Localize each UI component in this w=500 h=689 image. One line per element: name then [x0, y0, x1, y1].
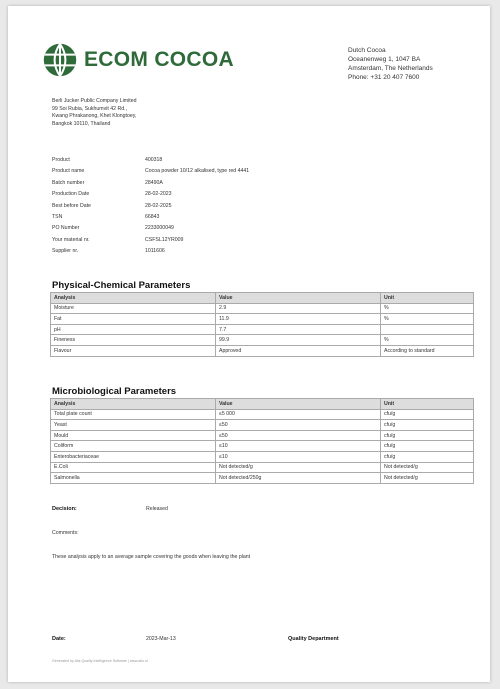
info-row [52, 225, 249, 236]
table-cell: Not detected/g [216, 462, 381, 473]
table-cell: ≤50 [216, 430, 381, 441]
info-label: TSN [52, 213, 63, 220]
info-row [52, 203, 249, 214]
info-value: 1011606 [145, 248, 165, 255]
table-cell: % [381, 314, 474, 325]
comments-note: These analysis apply to an average sample covering the goods when leaving the plant [52, 554, 251, 560]
table-row [51, 324, 474, 335]
table-row [51, 303, 474, 314]
address-line: 99 Soi Rubia, Sukhumvit 42 Rd., [52, 105, 127, 112]
column-header: Value [216, 399, 381, 410]
table-cell: Fineness [51, 335, 216, 346]
column-header: Value [216, 293, 381, 304]
table-cell: Approved [216, 345, 381, 356]
table-row [51, 441, 474, 452]
info-label: Product [52, 157, 70, 163]
table-cell: cfu/g [381, 420, 474, 431]
address-line: Bangkok 10110, Thailand [52, 120, 111, 127]
address-line: Dutch Cocoa [348, 47, 386, 54]
info-row [52, 191, 249, 202]
table-cell: ≤5 000 [216, 409, 381, 420]
info-value: 66843 [145, 213, 160, 220]
table-cell: According to standard [381, 345, 474, 356]
info-value: 28-02-2025 [145, 202, 172, 209]
table-cell: cfu/g [381, 451, 474, 462]
info-label: Best before Date [52, 202, 91, 209]
table-cell: 11.9 [216, 314, 381, 325]
column-header: Analysis [51, 399, 216, 410]
table-header-row [51, 293, 474, 304]
table-cell: % [381, 335, 474, 346]
table-cell: E.Coli [51, 462, 216, 473]
info-label: Supplier nr. [52, 248, 79, 255]
table-cell: Enterobacteriaceae [51, 451, 216, 462]
info-row [52, 237, 249, 248]
address-line: Oceanenweg 1, 1047 BA [348, 56, 421, 63]
table-cell: ≤50 [216, 420, 381, 431]
generated-note: Generated by Alis Quality Intelligence Software | www.alis.nl [52, 659, 148, 663]
address-line: Amsterdam, The Netherlands [348, 65, 433, 72]
document-page [8, 6, 490, 682]
table-cell: ≤10 [216, 451, 381, 462]
table-row [51, 345, 474, 356]
table-cell: Moisture [51, 303, 216, 314]
column-header: Unit [381, 399, 474, 410]
column-header: Analysis [51, 293, 216, 304]
micro-table [50, 398, 474, 484]
date-value: 2023-Mar-13 [146, 636, 176, 642]
table-cell: Not detected/250g [216, 473, 381, 484]
table-row [51, 462, 474, 473]
info-value: CSFSL12YR009 [145, 236, 184, 243]
column-header: Unit [381, 293, 474, 304]
info-label: Batch number [52, 179, 85, 186]
info-label: Your material nr. [52, 236, 90, 243]
brand-name: ECOM COCOA [84, 48, 234, 71]
info-row [52, 180, 249, 191]
table-cell: % [381, 303, 474, 314]
table-row [51, 420, 474, 431]
info-row [52, 157, 249, 168]
table-row [51, 451, 474, 462]
info-value: Cocoa powder 10/12 alkalised, type red 4441 [145, 168, 250, 175]
table-cell: Salmonella [51, 473, 216, 484]
address-line: Berli Jucker Public Company Limited [52, 98, 137, 104]
customer-address [52, 98, 136, 128]
physical-section-title: Physical-Chemical Parameters [52, 280, 191, 291]
table-row [51, 473, 474, 484]
info-value: 2233000049 [145, 225, 174, 232]
info-label: PO Number [52, 225, 80, 232]
table-row [51, 430, 474, 441]
product-info [52, 157, 249, 260]
table-row [51, 314, 474, 325]
table-cell: 7.7 [216, 324, 381, 335]
table-cell: pH [51, 324, 216, 335]
table-cell: Flavour [51, 345, 216, 356]
decision-value: Released [146, 506, 168, 512]
table-cell: 2.9 [216, 303, 381, 314]
date-label: Date: [52, 636, 66, 642]
table-cell: Yeast [51, 420, 216, 431]
comments-label: Comments: [52, 530, 79, 536]
table-cell: cfu/g [381, 441, 474, 452]
table-header-row [51, 399, 474, 410]
table-cell: Coliform [51, 441, 216, 452]
physical-table [50, 292, 474, 357]
table-row [51, 409, 474, 420]
table-cell: Not detected/g [381, 473, 474, 484]
table-cell: Fat [51, 314, 216, 325]
department-label: Quality Department [288, 636, 339, 642]
info-label: Product name [52, 168, 85, 175]
table-cell: Total plate count [51, 409, 216, 420]
micro-section-title: Microbiological Parameters [52, 386, 177, 397]
globe-logo-icon [42, 42, 78, 78]
table-cell: Not detected/g [381, 462, 474, 473]
info-row [52, 168, 249, 179]
table-cell [381, 324, 474, 335]
company-logo [42, 42, 234, 78]
info-row [52, 248, 249, 259]
address-line: Phone: +31 20 407 7600 [348, 74, 420, 81]
table-cell: ≤10 [216, 441, 381, 452]
company-address [348, 46, 433, 82]
decision-label: Decision: [52, 506, 77, 512]
address-line: Kwang Phrakanong, Khet Klongtoey, [52, 113, 137, 119]
info-row [52, 214, 249, 225]
info-value: 400318 [145, 157, 163, 163]
table-cell: cfu/g [381, 430, 474, 441]
info-value: 28490A [145, 179, 163, 186]
table-cell: cfu/g [381, 409, 474, 420]
info-label: Production Date [52, 191, 90, 198]
info-value: 28-02-2023 [145, 191, 172, 198]
table-row [51, 335, 474, 346]
table-cell: Mould [51, 430, 216, 441]
table-cell: 99.9 [216, 335, 381, 346]
